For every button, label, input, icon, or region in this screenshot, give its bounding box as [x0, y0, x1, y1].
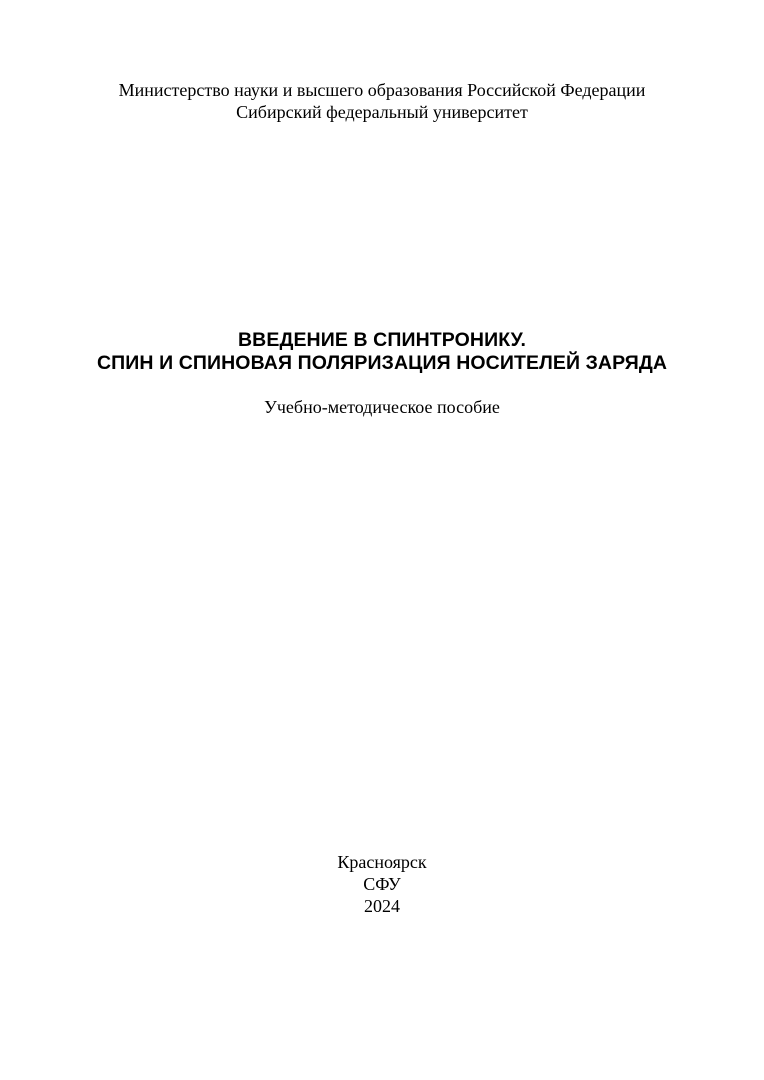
university-name: Сибирский федеральный университет [236, 102, 528, 122]
document-title [0, 329, 764, 375]
document-type: Учебно-методическое пособие [264, 397, 500, 417]
title-line-2: СПИН И СПИНОВАЯ ПОЛЯРИЗАЦИЯ НОСИТЕЛЕЙ ЗАРЯДА [96, 352, 668, 374]
imprint-year: 2024 [364, 896, 400, 916]
title-line-1: ВВЕДЕНИЕ В СПИНТРОНИКУ. [237, 329, 526, 351]
imprint-publisher: СФУ [363, 874, 401, 894]
imprint-city: Красноярск [337, 852, 427, 872]
header-block [0, 79, 764, 123]
imprint-block [0, 851, 764, 917]
ministry-name: Министерство науки и высшего образования Российской Федерации [118, 80, 646, 100]
document-subtitle [0, 396, 764, 418]
